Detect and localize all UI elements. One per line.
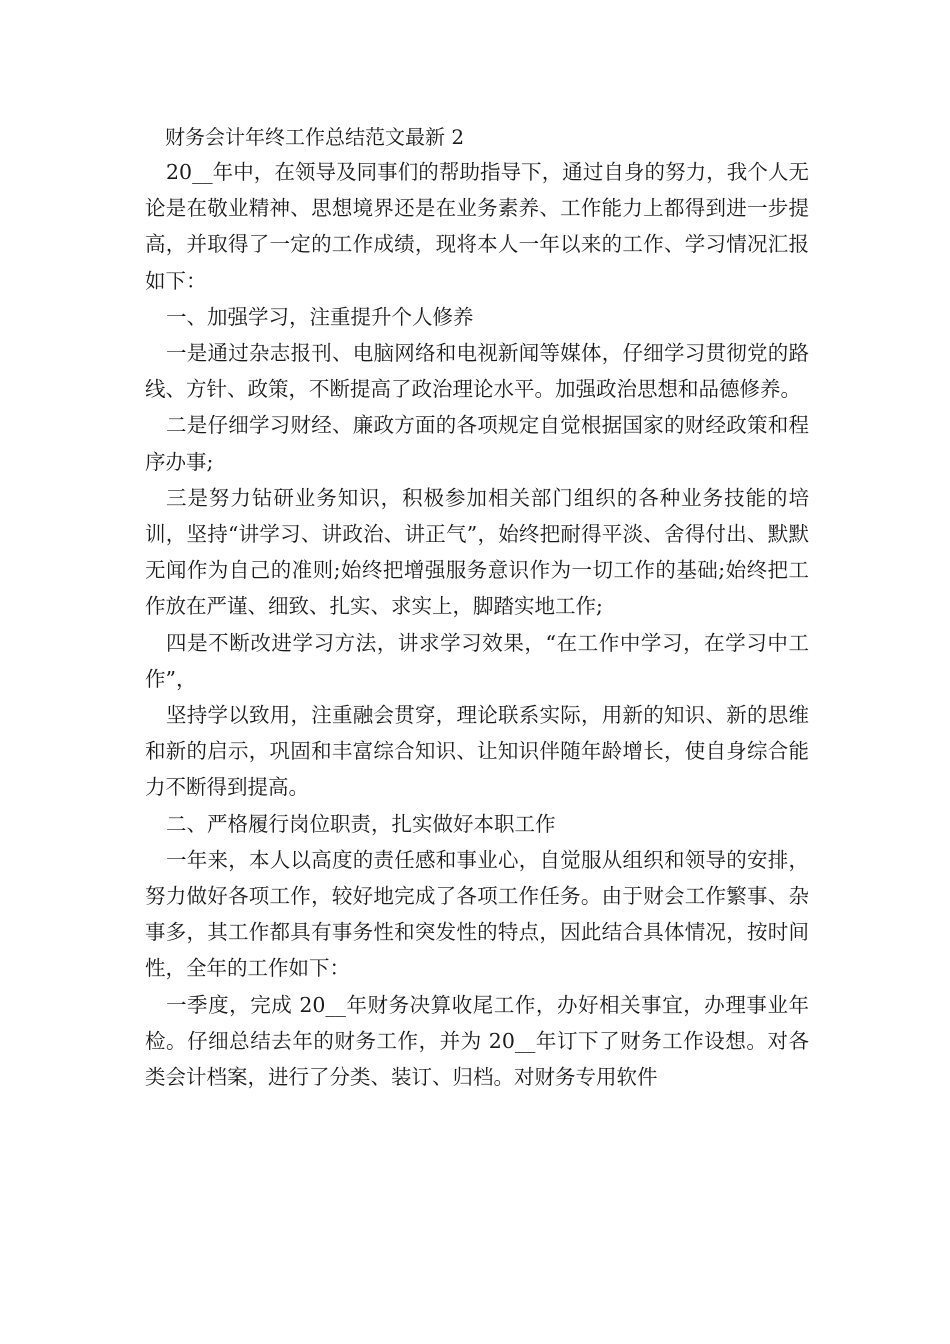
paragraph-study-3: 三是努力钻研业务知识，积极参加相关部门组织的各种业务技能的培训，坚持“讲学习、讲政治、讲正气”，始终把耐得平淡、舍得付出、默默无闻作为自己的准则;始终把增强服务意识作为一切工作的基础;始终把工作放在严谨、细致、扎实、求实上，脚踏实地工作; [145, 485, 809, 619]
paragraph-study-2: 二是仔细学习财经、廉政方面的各项规定自觉根据国家的财经政策和程序办事; [145, 413, 809, 474]
paragraph-duties-1: 一年来，本人以高度的责任感和事业心，自觉服从组织和领导的安排，努力做好各项工作，较好地完成了各项工作任务。由于财会工作繁事、杂事多，其工作都具有事务性和突发性的特点，因此结合具体情况，按时间性，全年的工作如下： [145, 847, 809, 981]
section-heading-study: 一、加强学习，注重提升个人修养 [166, 304, 474, 329]
paragraph-study-5: 坚持学以致用，注重融会贯穿，理论联系实际，用新的知识、新的思维和新的启示，巩固和丰富综合知识、让知识伴随年龄增长，使自身综合能力不断得到提高。 [145, 703, 809, 800]
paragraph-intro: 20__年中，在领导及同事们的帮助指导下，通过自身的努力，我个人无论是在敬业精神、思想境界还是在业务素养、工作能力上都得到进一步提高，并取得了一定的工作成绩，现将本人一年以来的工作、学习情况汇报如下： [145, 160, 809, 293]
paragraph-duties-2: 一季度，完成 20__年财务决算收尾工作，办好相关事宜，办理事业年检。仔细总结去年的财务工作，并为 20__年订下了财务工作设想。对各类会计档案，进行了分类、装订、归档。对财务专用软件 [145, 992, 809, 1090]
section-heading-duties: 二、严格履行岗位职责，扎实做好本职工作 [166, 811, 556, 836]
document-page [145, 120, 809, 1095]
document-title: 财务会计年终工作总结范文最新 2 [165, 125, 465, 149]
paragraph-study-4: 四是不断改进学习方法，讲求学习效果，“在工作中学习，在学习中工作”， [145, 630, 809, 691]
paragraph-study-1: 一是通过杂志报刊、电脑网络和电视新闻等媒体，仔细学习贯彻党的路线、方针、政策，不断提高了政治理论水平。加强政治思想和品德修养。 [145, 341, 809, 402]
